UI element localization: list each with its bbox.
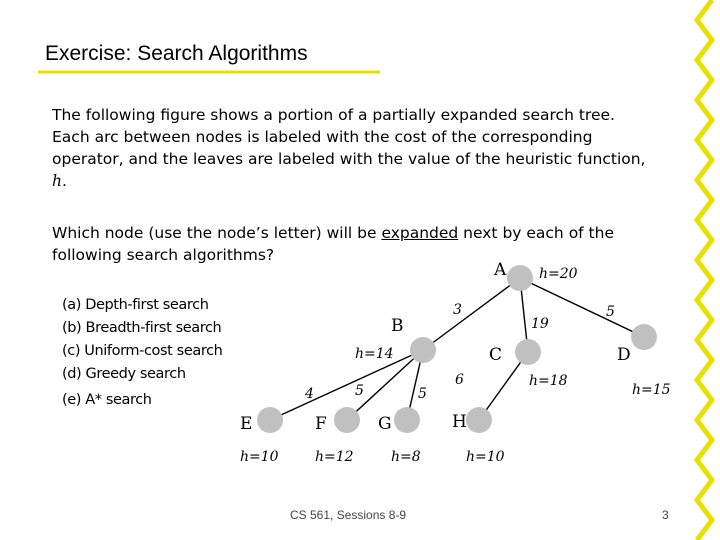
edge-b-f-cost: 5 xyxy=(355,383,364,399)
node-d xyxy=(631,324,657,350)
node-h-heuristic: h=10 xyxy=(466,449,505,465)
slide-title: Exercise: Search Algorithms xyxy=(45,42,308,65)
node-d-heuristic: h=15 xyxy=(632,382,671,398)
node-g xyxy=(394,407,420,433)
footer-text: CS 561, Sessions 8-9 xyxy=(290,508,407,522)
edge-a-c-cost: 19 xyxy=(531,316,549,332)
question-before: Which node (use the node’s letter) will be xyxy=(52,224,382,242)
node-e xyxy=(257,407,283,433)
node-c xyxy=(515,339,541,365)
page-number: 3 xyxy=(662,508,669,522)
node-h xyxy=(466,407,492,433)
edge-c-h-cost: 6 xyxy=(455,372,464,388)
node-h-label: H xyxy=(452,412,467,432)
question-underlined: expanded xyxy=(381,224,459,242)
algorithm-item: (c) Uniform-cost search xyxy=(62,343,223,359)
node-b xyxy=(410,337,436,363)
edge-b-e-cost: 4 xyxy=(305,386,314,402)
algorithm-item: (a) Depth-first search xyxy=(62,297,209,313)
edge-a-d-cost: 5 xyxy=(606,304,615,320)
edge-a-b xyxy=(423,278,520,350)
problem-end: . xyxy=(61,172,67,190)
node-b-heuristic: h=14 xyxy=(355,346,394,362)
node-f-label: F xyxy=(315,414,327,434)
node-g-heuristic: h=8 xyxy=(391,449,421,465)
node-d-label: D xyxy=(617,345,631,365)
node-c-label: C xyxy=(489,345,503,365)
algorithm-item: (b) Breadth-first search xyxy=(62,320,222,336)
node-a-heuristic: h=20 xyxy=(539,266,578,282)
question-after: next by each of the following search algorithms? xyxy=(52,224,614,264)
node-f-heuristic: h=12 xyxy=(315,449,354,465)
edge-b-g-cost: 5 xyxy=(418,386,427,402)
node-f xyxy=(334,407,360,433)
node-a xyxy=(507,265,533,291)
algorithm-item: (e) A* search xyxy=(62,392,152,408)
algorithm-item: (d) Greedy search xyxy=(62,366,186,382)
node-a-label: A xyxy=(494,260,507,280)
node-g-label: G xyxy=(378,414,392,434)
node-e-heuristic: h=10 xyxy=(240,449,279,465)
heuristic-symbol: h xyxy=(52,172,62,190)
edge-a-b-cost: 3 xyxy=(453,302,462,318)
node-c-heuristic: h=18 xyxy=(529,373,568,389)
node-e-label: E xyxy=(240,414,253,434)
problem-text: The following figure shows a portion of a partially expanded search tree. Each arc between nodes is labeled with the cost of the corresponding operator, and the leaves are labeled with the value of the heuristic function, xyxy=(52,106,646,168)
node-b-label: B xyxy=(391,316,404,336)
